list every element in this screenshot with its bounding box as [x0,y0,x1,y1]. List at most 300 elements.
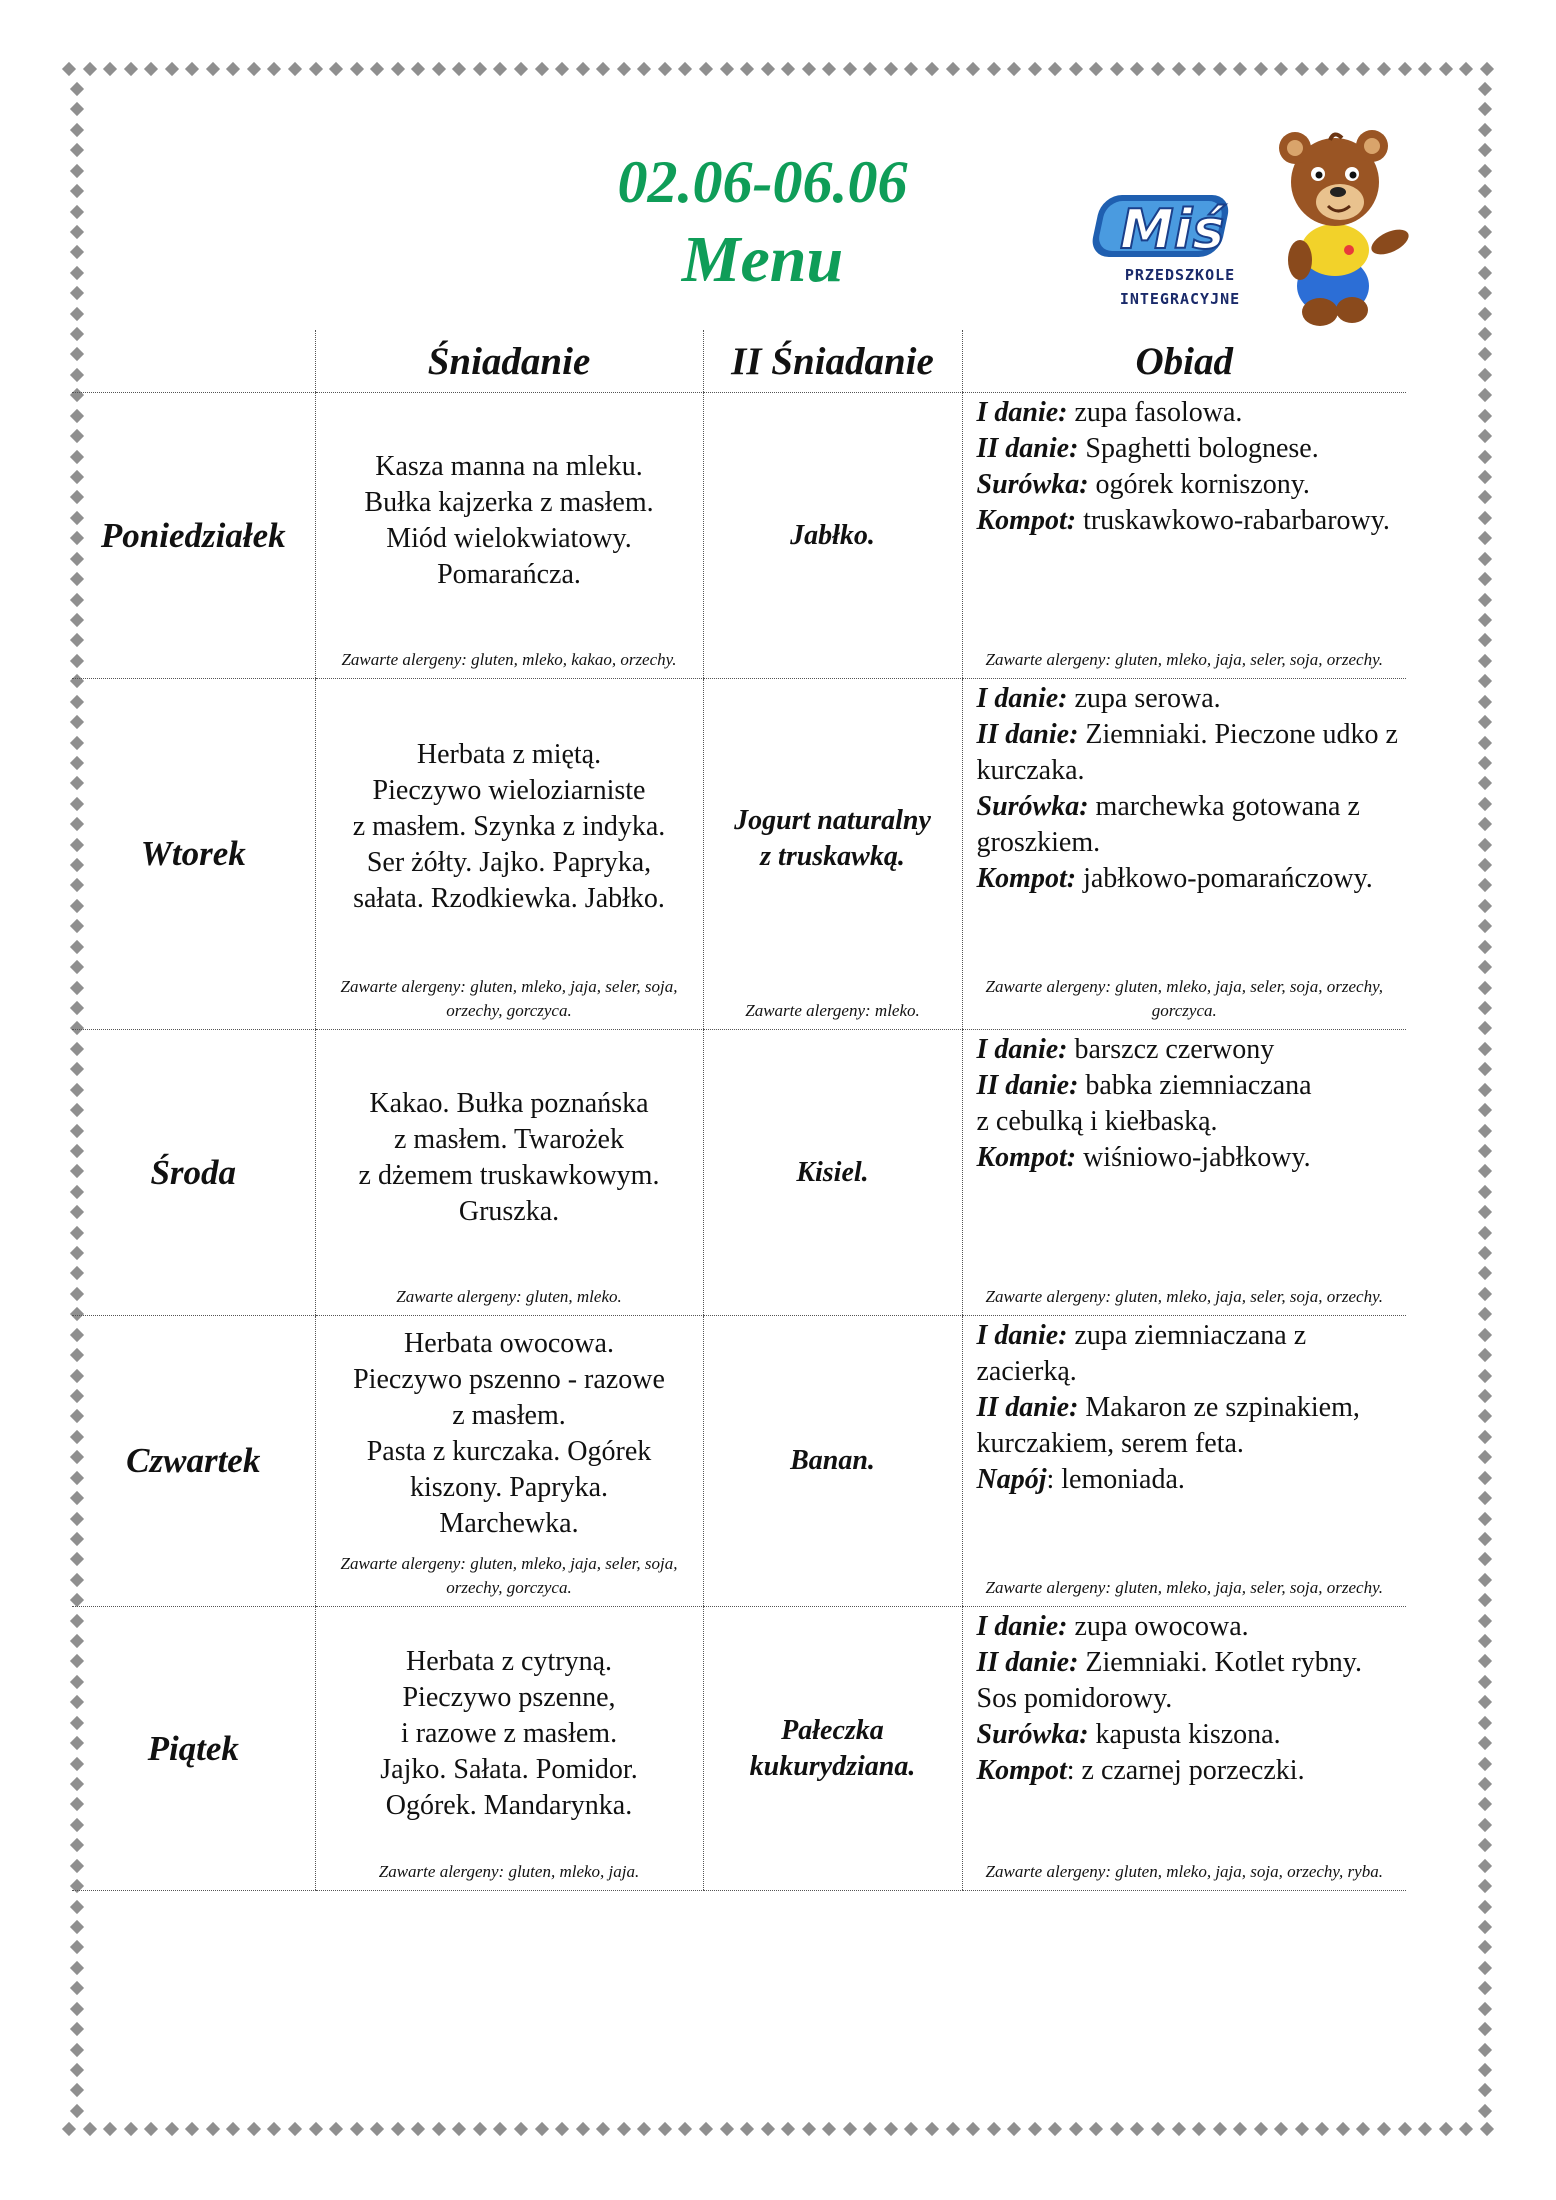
lunch-text: Spaghetti bolognese. [1078,433,1319,464]
diamond-icon [1377,2122,1391,2136]
second-breakfast-items [704,1030,962,1315]
diamond-icon [781,2122,795,2136]
diamond-icon [987,2122,1001,2136]
diamond-icon [1336,2122,1350,2136]
breakfast-line: Bułka kajzerka z masłem. [364,486,654,518]
diamond-icon [617,2122,631,2136]
lunch-text: zupa owocowa. [1067,1611,1249,1642]
breakfast-line: z dżemem truskawkowym. [358,1159,660,1191]
diamond-icon [637,62,651,76]
diamond-icon [925,62,939,76]
diamond-icon [1478,960,1492,974]
diamond-icon [576,2122,590,2136]
day-name: Środa [72,1030,315,1316]
breakfast-line: z masłem. Twarożek [394,1123,624,1155]
diamond-icon [1007,62,1021,76]
lunch-items [963,1607,1407,1860]
diamond-icon [1478,1511,1492,1525]
lunch-items [963,393,1407,648]
diamond-icon [165,62,179,76]
diamond-icon [1478,1471,1492,1485]
lunch-items [963,1030,1407,1285]
diamond-icon [1478,1838,1492,1852]
diamond-icon [699,62,713,76]
lunch-label: I danie: [976,1034,1068,1065]
lunch-line [977,1068,1407,1104]
lunch-label: II danie: [976,1070,1079,1101]
diamond-icon [1478,1266,1492,1280]
diamond-icon [1478,1981,1492,1995]
diamond-icon [1478,1920,1492,1934]
diamond-icon [288,62,302,76]
diamond-icon [1254,2122,1268,2136]
diamond-icon [493,62,507,76]
diamond-icon [124,62,138,76]
lunch-text: barszcz czerwony [1067,1034,1275,1065]
diamond-icon [1356,62,1370,76]
diamond-icon [432,2122,446,2136]
diamond-icon [1478,1716,1492,1730]
diamond-icon [62,2122,76,2136]
lunch-label: I danie: [976,397,1068,428]
diamond-icon [1478,1879,1492,1893]
lunch-line [977,1318,1407,1390]
second-breakfast-items [704,393,962,678]
diamond-icon [904,2122,918,2136]
lunch-cell [962,1030,1406,1316]
diamond-icon [555,2122,569,2136]
lunch-line [977,431,1407,467]
diamond-icon [719,62,733,76]
diamond-icon [1478,1899,1492,1913]
diamond-icon [1478,368,1492,382]
breakfast-line: z masłem. Szynka z indyka. [352,811,666,842]
diamond-icon [658,62,672,76]
second-breakfast-line: Jogurt naturalny [734,805,931,836]
diamond-icon [206,62,220,76]
lunch-text: ogórek korniszony. [1088,469,1310,500]
diamond-icon [1478,1103,1492,1117]
diamond-icon [1478,102,1492,116]
diamond-icon [1478,1083,1492,1097]
diamond-icon [1151,2122,1165,2136]
diamond-icon [1089,62,1103,76]
breakfast-content [316,679,703,1029]
diamond-icon [1478,940,1492,954]
diamond-icon [185,2122,199,2136]
diamond-icon [308,2122,322,2136]
breakfast-line: sałata. Rzodkiewka. Jabłko. [353,883,665,914]
diamond-icon [1478,715,1492,729]
diamond-icon [1478,776,1492,790]
diamond-icon [596,62,610,76]
diamond-icon [1478,756,1492,770]
lunch-line [977,1645,1407,1717]
lunch-cell [962,679,1406,1030]
diamond-icon [1478,899,1492,913]
second-breakfast-line: Kisiel. [796,1156,869,1188]
diamond-icon [70,1899,84,1913]
lunch-allergens: Zawarte alergeny: gluten, mleko, jaja, seler, soja, orzechy. [985,650,1383,669]
lunch-text: Ziemniaki. Pieczone udko z kurczaka. [976,719,1398,786]
diamond-icon [1480,2122,1494,2136]
diamond-icon [535,62,549,76]
diamond-icon [70,1961,84,1975]
lunch-content [963,393,1407,678]
lunch-label: Surówka: [976,791,1089,822]
diamond-icon [1048,62,1062,76]
diamond-icon [1478,1573,1492,1587]
lunch-allergens: Zawarte alergeny: gluten, mleko, jaja, seler, soja, orzechy, gorczyca. [985,977,1383,1020]
diamond-icon [350,2122,364,2136]
diamond-icon [781,62,795,76]
diamond-icon [1478,1246,1492,1260]
second-breakfast-content [704,679,962,1029]
second-breakfast-content [704,1607,962,1890]
diamond-icon [452,2122,466,2136]
diamond-icon [1213,62,1227,76]
breakfast-line: Pieczywo wieloziarniste [372,775,646,806]
menu-dates: 02.06-06.06 [617,149,908,215]
diamond-icon [1478,1144,1492,1158]
diamond-icon [329,62,343,76]
breakfast-allergens: Zawarte alergeny: gluten, mleko, kakao, orzechy. [341,650,677,669]
lunch-line [977,503,1407,539]
lunch-items [963,679,1407,975]
diamond-icon [1130,2122,1144,2136]
diamond-icon [1130,62,1144,76]
breakfast-cell [315,1316,703,1607]
diamond-icon [288,2122,302,2136]
diamond-icon [1233,62,1247,76]
diamond-icon [863,62,877,76]
diamond-icon [843,62,857,76]
diamond-icon [1478,1430,1492,1444]
column-header-breakfast: Śniadanie [315,330,703,393]
breakfast-items [316,1316,703,1552]
diamond-icon [1478,409,1492,423]
diamond-icon [1478,1675,1492,1689]
diamond-icon [1478,633,1492,647]
breakfast-line: kiszony. Papryka. [409,1472,609,1503]
lunch-text: Makaron ze szpinakiem, kurczakiem, serem feta. [976,1392,1360,1459]
diamond-icon [1478,511,1492,525]
breakfast-items [316,679,703,975]
lunch-text: truskawkowo-rabarbarowy. [1076,505,1390,536]
second-breakfast-line: kukurydziana. [749,1750,916,1782]
diamond-icon [658,2122,672,2136]
diamond-icon [185,62,199,76]
lunch-cell [962,393,1406,679]
diamond-icon [70,1981,84,1995]
diamond-icon [1478,654,1492,668]
diamond-icon [719,2122,733,2136]
breakfast-content [316,393,703,678]
diamond-icon [103,62,117,76]
breakfast-line: i razowe z masłem. [400,1717,618,1749]
diamond-icon [62,62,76,76]
breakfast-items [316,1607,703,1860]
logo-line-1: PRZEDSZKOLE [1124,266,1236,284]
diamond-icon [1028,2122,1042,2136]
lunch-label: Surówka: [976,1719,1089,1750]
lunch-label: II danie: [976,433,1079,464]
breakfast-line: Jajko. Sałata. Pomidor. [380,1753,638,1785]
second-breakfast-cell [703,1316,962,1607]
diamond-icon [1478,1614,1492,1628]
lunch-cell [962,1316,1406,1607]
second-breakfast-items [704,1607,962,1890]
diamond-icon [1336,62,1350,76]
second-breakfast-cell [703,393,962,679]
day-name: Poniedziałek [72,393,315,679]
diamond-icon [1478,1164,1492,1178]
diamond-icon [1478,919,1492,933]
diamond-icon [70,102,84,116]
breakfast-line: Kasza manna na mleku. [375,450,643,482]
diamond-icon [925,2122,939,2136]
diamond-icon [1028,62,1042,76]
breakfast-line: Gruszka. [458,1195,560,1227]
diamond-icon [1439,2122,1453,2136]
diamond-icon [1233,2122,1247,2136]
diamond-icon [70,2002,84,2016]
diamond-icon [1478,1369,1492,1383]
diamond-icon [267,2122,281,2136]
lunch-label: II danie: [976,1392,1079,1423]
diamond-icon [226,62,240,76]
lunch-label: Napój [976,1464,1047,1495]
diamond-icon [1295,62,1309,76]
diamond-icon [82,2122,96,2136]
column-header-second-breakfast: II Śniadanie [703,330,962,393]
breakfast-allergens: Zawarte alergeny: gluten, mleko, jaja. [378,1862,640,1881]
second-breakfast-cell [703,1607,962,1891]
diamond-icon [1478,1859,1492,1873]
diamond-icon [144,2122,158,2136]
lunch-line [977,681,1407,717]
second-breakfast-content [704,393,962,678]
diamond-icon [1478,1961,1492,1975]
lunch-line [977,1140,1407,1176]
second-breakfast-items [704,679,962,999]
diamond-icon [1069,2122,1083,2136]
lunch-text: : z czarnej porzeczki. [1066,1755,1305,1786]
lunch-content [963,1607,1407,1890]
diamond-icon [1478,1797,1492,1811]
diamond-icon [124,2122,138,2136]
breakfast-line: Herbata owocowa. [404,1328,614,1359]
diamond-icon [1478,1634,1492,1648]
diamond-icon [1418,62,1432,76]
diamond-icon [1478,797,1492,811]
lunch-text: : lemoniada. [1046,1464,1185,1495]
diamond-icon [206,2122,220,2136]
lunch-label: Kompot: [976,863,1077,894]
diamond-icon [1480,62,1494,76]
breakfast-line: Pomarańcza. [437,558,581,590]
menu-table [72,330,1406,1891]
table-row [72,1316,1406,1607]
diamond-icon [267,62,281,76]
diamond-icon [1397,62,1411,76]
diamond-icon [945,2122,959,2136]
diamond-icon [576,62,590,76]
diamond-icon [1069,62,1083,76]
diamond-icon [1478,1654,1492,1668]
lunch-label: I danie: [976,683,1068,714]
breakfast-items [316,393,703,648]
lunch-text: wiśniowo-jabłkowy. [1076,1142,1311,1173]
breakfast-allergens: Zawarte alergeny: gluten, mleko, jaja, seler, soja, orzechy, gorczyca. [340,1554,678,1597]
diamond-icon [1478,1593,1492,1607]
breakfast-line: Herbata z miętą. [416,739,602,770]
diamond-icon [473,2122,487,2136]
diamond-icon [1478,388,1492,402]
lunch-line [977,1753,1407,1789]
diamond-icon [802,62,816,76]
border-bottom [64,2124,1492,2140]
lunch-line [977,717,1407,789]
diamond-icon [822,62,836,76]
diamond-icon [637,2122,651,2136]
breakfast-line: Herbata z cytryną. [406,1645,612,1677]
breakfast-cell [315,1607,703,1891]
diamond-icon [1089,2122,1103,2136]
day-name: Piątek [72,1607,315,1891]
diamond-icon [1478,1736,1492,1750]
diamond-icon [411,62,425,76]
breakfast-cell [315,1030,703,1316]
diamond-icon [1478,592,1492,606]
diamond-icon [144,62,158,76]
border-top [64,64,1492,80]
kindergarten-logo [1090,100,1420,330]
diamond-icon [308,62,322,76]
lunch-allergens: Zawarte alergeny: gluten, mleko, jaja, seler, soja, orzechy. [985,1578,1383,1597]
diamond-icon [1478,429,1492,443]
diamond-icon [1478,817,1492,831]
lunch-label: Kompot: [976,1142,1077,1173]
second-breakfast-content [704,1316,962,1606]
diamond-icon [1478,2002,1492,2016]
diamond-icon [1478,1552,1492,1566]
lunch-cell [962,1607,1406,1891]
breakfast-line: Ogórek. Mandarynka. [385,1789,633,1821]
second-breakfast-content [704,1030,962,1315]
table-row [72,1607,1406,1891]
diamond-icon [1439,62,1453,76]
diamond-icon [70,2083,84,2097]
diamond-icon [904,62,918,76]
diamond-icon [1151,62,1165,76]
diamond-icon [1295,2122,1309,2136]
lunch-text: marchewka gotowana z groszkiem. [976,791,1360,858]
lunch-label: Surówka: [976,469,1089,500]
diamond-icon [1478,347,1492,361]
diamond-icon [70,2022,84,2036]
diamond-icon [1478,490,1492,504]
diamond-icon [1478,858,1492,872]
diamond-icon [1478,1062,1492,1076]
diamond-icon [1315,62,1329,76]
diamond-icon [1478,1491,1492,1505]
diamond-icon [452,62,466,76]
diamond-icon [1478,1042,1492,1056]
diamond-icon [432,62,446,76]
diamond-icon [1478,1123,1492,1137]
lunch-allergens: Zawarte alergeny: gluten, mleko, jaja, soja, orzechy, ryba. [985,1862,1383,1881]
diamond-icon [82,62,96,76]
diamond-icon [1478,307,1492,321]
diamond-icon [1459,2122,1473,2136]
diamond-icon [1397,2122,1411,2136]
diamond-icon [1418,2122,1432,2136]
diamond-icon [1478,1348,1492,1362]
lunch-label: II danie: [976,719,1079,750]
lunch-line [977,1390,1407,1462]
diamond-icon [370,2122,384,2136]
diamond-icon [1192,62,1206,76]
diamond-icon [863,2122,877,2136]
diamond-icon [1478,1695,1492,1709]
diamond-icon [1478,1287,1492,1301]
diamond-icon [1478,613,1492,627]
lunch-text: zupa serowa. [1067,683,1221,714]
lunch-text: z cebulką i kiełbaską. [976,1106,1218,1137]
diamond-icon [70,2042,84,2056]
diamond-icon [329,2122,343,2136]
breakfast-allergens: Zawarte alergeny: gluten, mleko. [396,1287,622,1306]
diamond-icon [1007,2122,1021,2136]
lunch-line [977,861,1407,897]
diamond-icon [70,1920,84,1934]
breakfast-line: Pasta z kurczaka. Ogórek [366,1436,652,1467]
day-name: Wtorek [72,679,315,1030]
diamond-icon [1478,1450,1492,1464]
lunch-content [963,679,1407,1029]
diamond-icon [1192,2122,1206,2136]
diamond-icon [1478,674,1492,688]
diamond-icon [1171,62,1185,76]
diamond-icon [165,2122,179,2136]
diamond-icon [70,2104,84,2118]
diamond-icon [761,62,775,76]
diamond-icon [596,2122,610,2136]
diamond-icon [535,2122,549,2136]
diamond-icon [678,2122,692,2136]
diamond-icon [1478,572,1492,586]
diamond-icon [1478,2083,1492,2097]
lunch-line [977,1104,1407,1140]
border-right [1480,84,1496,2116]
diamond-icon [1315,2122,1329,2136]
diamond-icon [1254,62,1268,76]
menu-header-row [72,330,1406,393]
breakfast-allergens: Zawarte alergeny: gluten, mleko, jaja, seler, soja, orzechy, gorczyca. [340,977,678,1020]
lunch-label: Kompot [976,1755,1067,1786]
lunch-line [977,1032,1407,1068]
corner-cell [72,330,315,393]
diamond-icon [740,2122,754,2136]
second-breakfast-cell [703,679,962,1030]
lunch-text: zupa fasolowa. [1067,397,1243,428]
second-breakfast-items [704,1316,962,1606]
diamond-icon [1171,2122,1185,2136]
breakfast-items [316,1030,703,1285]
diamond-icon [1478,1532,1492,1546]
diamond-icon [1478,1205,1492,1219]
